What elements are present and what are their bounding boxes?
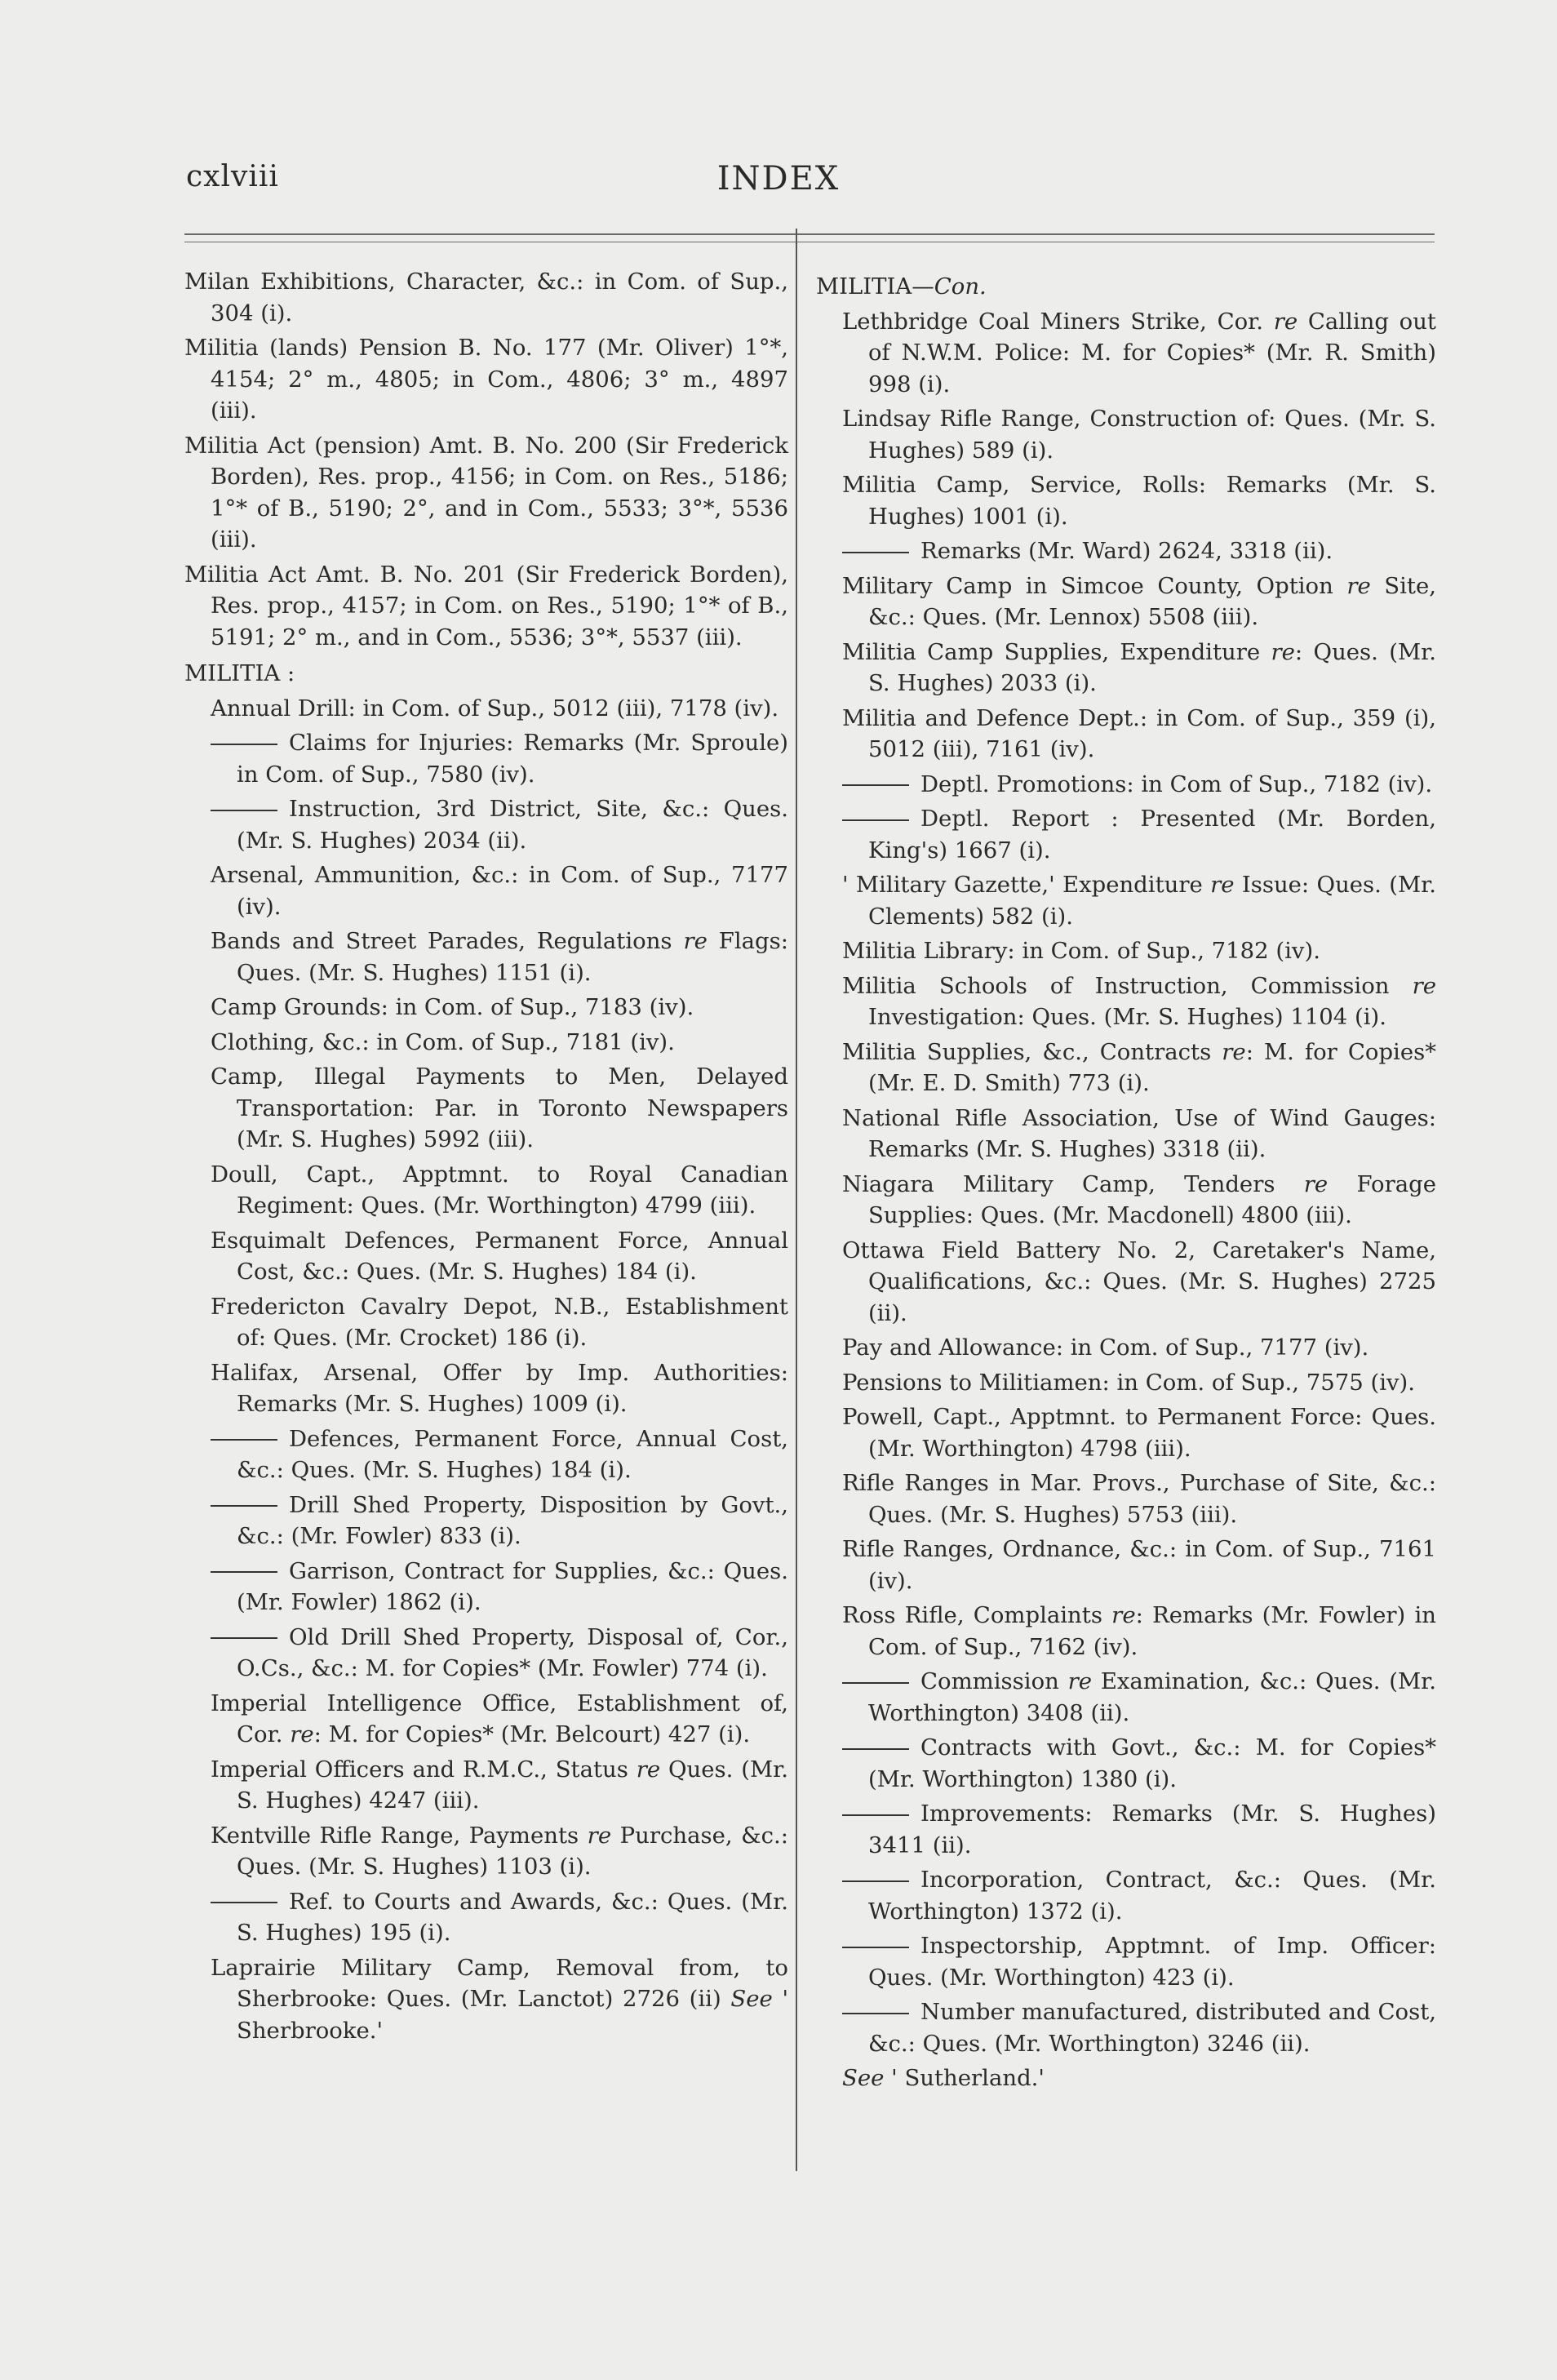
column-divider: [796, 229, 797, 2171]
index-subentry: Imperial Intelligence Office, Establishment of, Cor. re: M. for Copies* (Mr. Belcourt) 427 (i).: [211, 1690, 788, 1747]
ditto-dash: [211, 1439, 277, 1441]
index-subentry: Arsenal, Ammunition, &c.: in Com. of Sup., 7177 (iv).: [211, 862, 788, 920]
ditto-dash: [842, 1880, 909, 1882]
index-subentry: Camp, Illegal Payments to Men, Delayed Transportation: Par. in Toronto Newspapers (Mr. S. Hughes) 5992 (iii).: [211, 1063, 788, 1152]
index-subentry: Military Camp in Simcoe County, Option re Site, &c.: Ques. (Mr. Lennox) 5508 (iii).: [842, 572, 1436, 630]
index-subentry: Lethbridge Coal Miners Strike, Cor. re Calling out of N.W.M. Police: M. for Copies* (Mr. R. Smith) 998 (i).: [842, 308, 1436, 397]
index-subentry: Defences, Permanent Force, Annual Cost, &c.: Ques. (Mr. S. Hughes) 184 (i).: [184, 1423, 788, 1486]
index-subentry: Fredericton Cavalry Depot, N.B., Establishment of: Ques. (Mr. Crocket) 186 (i).: [211, 1293, 788, 1351]
index-subentry: Old Drill Shed Property, Disposal of, Cor., O.Cs., &c.: M. for Copies* (Mr. Fowler) 774 (i).: [184, 1622, 788, 1685]
index-entry: Militia (lands) Pension B. No. 177 (Mr. Oliver) 1°*, 4154; 2° m., 4805; in Com., 4806; 3° m., 4897 (iii).: [184, 335, 788, 424]
ditto-dash: [211, 1571, 277, 1573]
header-rule: [184, 233, 1435, 235]
index-subentry: Militia and Defence Dept.: in Com. of Sup., 359 (i), 5012 (iii), 7161 (iv).: [842, 704, 1436, 762]
ditto-dash: [842, 819, 909, 821]
index-subentry: Instruction, 3rd District, Site, &c.: Ques. (Mr. S. Hughes) 2034 (ii).: [184, 793, 788, 856]
index-subentry: Commission re Examination, &c.: Ques. (Mr. Worthington) 3408 (ii).: [816, 1666, 1436, 1729]
index-subentry: Remarks (Mr. Ward) 2624, 3318 (ii).: [816, 535, 1436, 567]
index-subentry: Ottawa Field Battery No. 2, Caretaker's Name, Qualifications, &c.: Ques. (Mr. S. Hughes) 2725 (ii).: [842, 1237, 1436, 1326]
ditto-dash: [842, 552, 909, 553]
index-subentry: Clothing, &c.: in Com. of Sup., 7181 (iv).: [211, 1028, 675, 1055]
ditto-dash: [211, 744, 277, 745]
left-column: [184, 266, 788, 2049]
ditto-dash: [211, 1902, 277, 1903]
index-subentry: Kentville Rifle Range, Payments re Purchase, &c.: Ques. (Mr. S. Hughes) 1103 (i).: [211, 1822, 788, 1880]
ditto-dash: [842, 1748, 909, 1750]
ditto-dash: [842, 2013, 909, 2014]
index-subentry: Militia Supplies, &c., Contracts re: M. for Copies* (Mr. E. D. Smith) 773 (i).: [842, 1038, 1436, 1096]
index-entry: Milan Exhibitions, Character, &c.: in Com. of Sup., 304 (i).: [184, 269, 788, 326]
index-subentry: See ' Sutherland.': [842, 2065, 1045, 2091]
ditto-dash: [842, 1947, 909, 1948]
ditto-dash: [842, 1682, 909, 1684]
index-subentry: Camp Grounds: in Com. of Sup., 7183 (iv).: [211, 994, 694, 1020]
index-subentry: Garrison, Contract for Supplies, &c.: Ques. (Mr. Fowler) 1862 (i).: [184, 1556, 788, 1618]
index-subentry: Militia Library: in Com. of Sup., 7182 (iv).: [842, 938, 1320, 964]
index-entry: Militia Act Amt. B. No. 201 (Sir Frederick Borden), Res. prop., 4157; in Com. on Res., 5190; 1°* of B., 5191; 2° m., and in Com., 5536; 3°*, 5537 (iii).: [184, 561, 788, 651]
index-subentry: Drill Shed Property, Disposition by Govt., &c.: (Mr. Fowler) 833 (i).: [184, 1490, 788, 1552]
index-subentry: Number manufactured, distributed and Cost, &c.: Ques. (Mr. Worthington) 3246 (ii).: [816, 1996, 1436, 2059]
page-title: INDEX: [716, 160, 841, 198]
index-subentry: Pay and Allowance: in Com. of Sup., 7177 (iv).: [842, 1334, 1369, 1361]
index-subentry: Imperial Officers and R.M.C., Status re Ques. (Mr. S. Hughes) 4247 (iii).: [211, 1756, 788, 1814]
index-subentry: Halifax, Arsenal, Offer by Imp. Authorities: Remarks (Mr. S. Hughes) 1009 (i).: [211, 1359, 788, 1417]
index-subentry: Pensions to Militiamen: in Com. of Sup., 7575 (iv).: [842, 1369, 1416, 1396]
index-subentry: Incorporation, Contract, &c.: Ques. (Mr. Worthington) 1372 (i).: [816, 1864, 1436, 1927]
section-heading: MILITIA :: [184, 660, 295, 686]
ditto-dash: [842, 784, 909, 786]
index-subentry: Ref. to Courts and Awards, &c.: Ques. (Mr. S. Hughes) 195 (i).: [184, 1886, 788, 1949]
section-heading: MILITIA—Con.: [816, 273, 987, 300]
index-subentry: Bands and Street Parades, Regulations re Flags: Ques. (Mr. S. Hughes) 1151 (i).: [211, 928, 789, 986]
index-subentry: Rifle Ranges in Mar. Provs., Purchase of Site, &c.: Ques. (Mr. S. Hughes) 5753 (iii).: [842, 1470, 1436, 1528]
index-subentry: Militia Schools of Instruction, Commission re Investigation: Ques. (Mr. S. Hughes) 1104 (i).: [842, 972, 1436, 1030]
ditto-dash: [211, 1637, 277, 1639]
index-subentry: Claims for Injuries: Remarks (Mr. Sproule) in Com. of Sup., 7580 (iv).: [184, 727, 788, 790]
ditto-dash: [211, 810, 277, 811]
index-subentry: Deptl. Promotions: in Com of Sup., 7182 (iv).: [816, 769, 1436, 801]
index-subentry: Doull, Capt., Apptmnt. to Royal Canadian Regiment: Ques. (Mr. Worthington) 4799 (iii).: [211, 1161, 788, 1219]
index-subentry: Annual Drill: in Com. of Sup., 5012 (iii), 7178 (iv).: [211, 695, 779, 722]
index-subentry: Inspectorship, Apptmnt. of Imp. Officer: Ques. (Mr. Worthington) 423 (i).: [816, 1930, 1436, 1993]
index-subentry: Esquimalt Defences, Permanent Force, Annual Cost, &c.: Ques. (Mr. S. Hughes) 184 (i).: [211, 1227, 788, 1285]
index-subentry: Deptl. Report : Presented (Mr. Borden, King's) 1667 (i).: [816, 803, 1436, 866]
right-column: [816, 266, 1436, 2098]
index-subentry: Rifle Ranges, Ordnance, &c.: in Com. of Sup., 7161 (iv).: [842, 1536, 1436, 1594]
index-subentry: Militia Camp Supplies, Expenditure re: Ques. (Mr. S. Hughes) 2033 (i).: [842, 638, 1437, 696]
index-subentry: Powell, Capt., Apptmnt. to Permanent Force: Ques. (Mr. Worthington) 4798 (iii).: [842, 1404, 1436, 1462]
index-subentry: Militia Camp, Service, Rolls: Remarks (Mr. S. Hughes) 1001 (i).: [842, 472, 1436, 530]
ditto-dash: [211, 1505, 277, 1507]
ditto-dash: [842, 1814, 909, 1816]
index-subentry: Laprairie Military Camp, Removal from, to Sherbrooke: Ques. (Mr. Lanctot) 2726 (ii) See ' Sherbrooke.': [211, 1954, 788, 2044]
index-subentry: Niagara Military Camp, Tenders re Forage Supplies: Ques. (Mr. Macdonell) 4800 (iii).: [842, 1170, 1436, 1228]
index-entry: Militia Act (pension) Amt. B. No. 200 (Sir Frederick Borden), Res. prop., 4156; in Com. on Res., 5186; 1°* of B., 5190; 2°, and in Com., 5533; 3°*, 5536 (iii).: [184, 432, 788, 553]
index-subentry: ' Military Gazette,' Expenditure re Issue: Ques. (Mr. Clements) 582 (i).: [842, 872, 1436, 930]
index-subentry: Improvements: Remarks (Mr. S. Hughes) 3411 (ii).: [816, 1798, 1436, 1861]
index-subentry: Ross Rifle, Complaints re: Remarks (Mr. Fowler) in Com. of Sup., 7162 (iv).: [842, 1602, 1437, 1660]
page-number: cxlviii: [186, 160, 279, 193]
index-subentry: Contracts with Govt., &c.: M. for Copies* (Mr. Worthington) 1380 (i).: [816, 1732, 1436, 1795]
index-subentry: National Rifle Association, Use of Wind Gauges: Remarks (Mr. S. Hughes) 3318 (ii).: [842, 1104, 1436, 1162]
index-subentry: Lindsay Rifle Range, Construction of: Ques. (Mr. S. Hughes) 589 (i).: [842, 406, 1436, 464]
